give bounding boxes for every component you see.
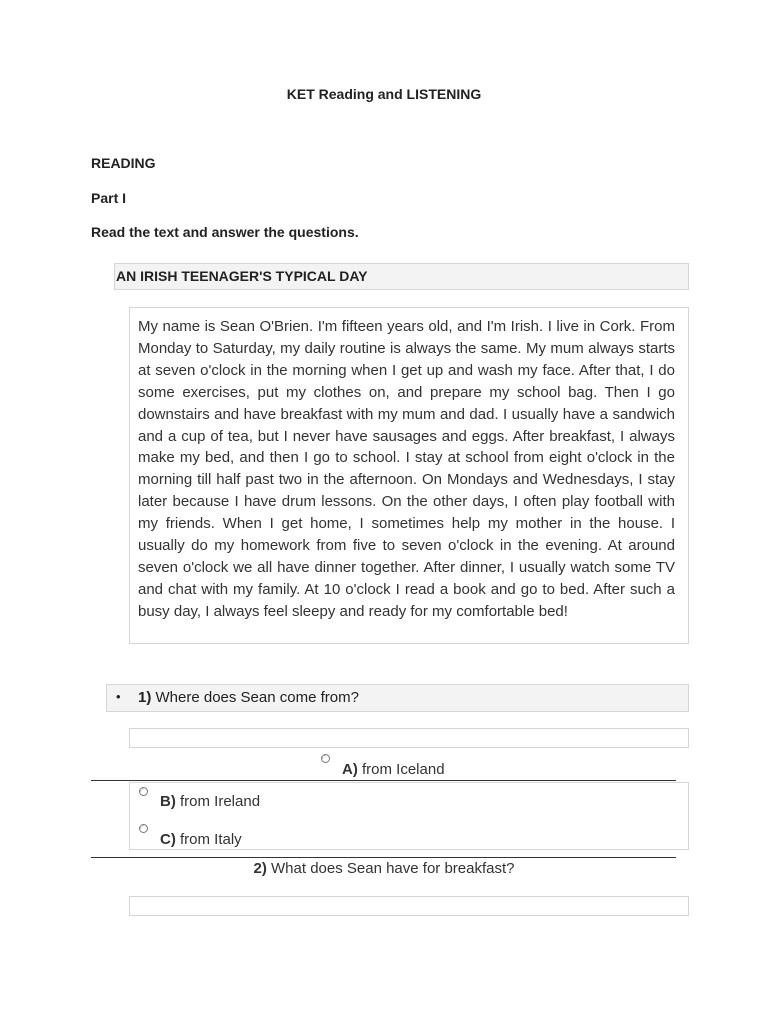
option-b-radio[interactable] [139,787,148,796]
bullet-icon: • [116,689,121,704]
option-a-text: from Iceland [362,761,445,778]
question-1-text [138,689,359,706]
divider-line [91,780,676,781]
question-2-text: What does Sean have for breakfast? [271,860,515,877]
question-1 [106,684,689,712]
instruction-text: Read the text and answer the questions. [91,224,359,240]
option-a-letter: A) [342,761,358,778]
option-a[interactable] [342,761,445,778]
passage-text: My name is Sean O'Brien. I'm fifteen years old, and I'm Irish. I live in Cork. From Monday to Saturday, my daily routine is always the same. My mum always starts at seven o'clock in the morning when I get up and wash my face. After that, I do some exercises, put my clothes on, and prepare my school bag. Then I go downstairs and have breakfast with my mum and dad. I usually have a sandwich and a cup of tea, but I never have sausages and eggs. After breakfast, I always make my bed, and then I go to school. I stay at school from eight o'clock in the morning till half past two in the afternoon. On Mondays and Wednesdays, I stay later because I have drum lessons. On the other days, I often play football with my friends. When I get home, I sometimes help my mother in the house. I usually do my homework from five to seven o'clock in the evening. At around seven o'clock we all have dinner together. After dinner, I usually watch some TV and chat with my family. At 10 o'clock I read a book and go to bed. After such a busy day, I always feel sleepy and ready for my comfortable bed! [138,318,675,620]
story-title: AN IRISH TEENAGER'S TYPICAL DAY [114,263,689,290]
question-1-number: 1) [138,689,152,706]
section-heading: READING [91,155,156,171]
question-2 [0,860,768,877]
option-c-text: from Italy [180,831,242,848]
question-2-number: 2) [253,860,267,877]
option-b-letter: B) [160,793,176,810]
question-1-label: Where does Sean come from? [155,689,359,706]
question-1-answer-area [129,728,689,748]
option-c[interactable] [160,831,242,848]
option-c-radio[interactable] [139,824,148,833]
option-b-text: from Ireland [180,793,261,810]
option-b[interactable] [160,793,260,810]
part-heading: Part I [91,190,127,206]
document-title: KET Reading and LISTENING [286,86,482,102]
reading-passage [129,307,689,644]
question-2-answer-area [129,896,689,916]
divider-line [91,857,676,858]
option-a-radio[interactable] [321,754,330,763]
option-c-letter: C) [160,831,176,848]
